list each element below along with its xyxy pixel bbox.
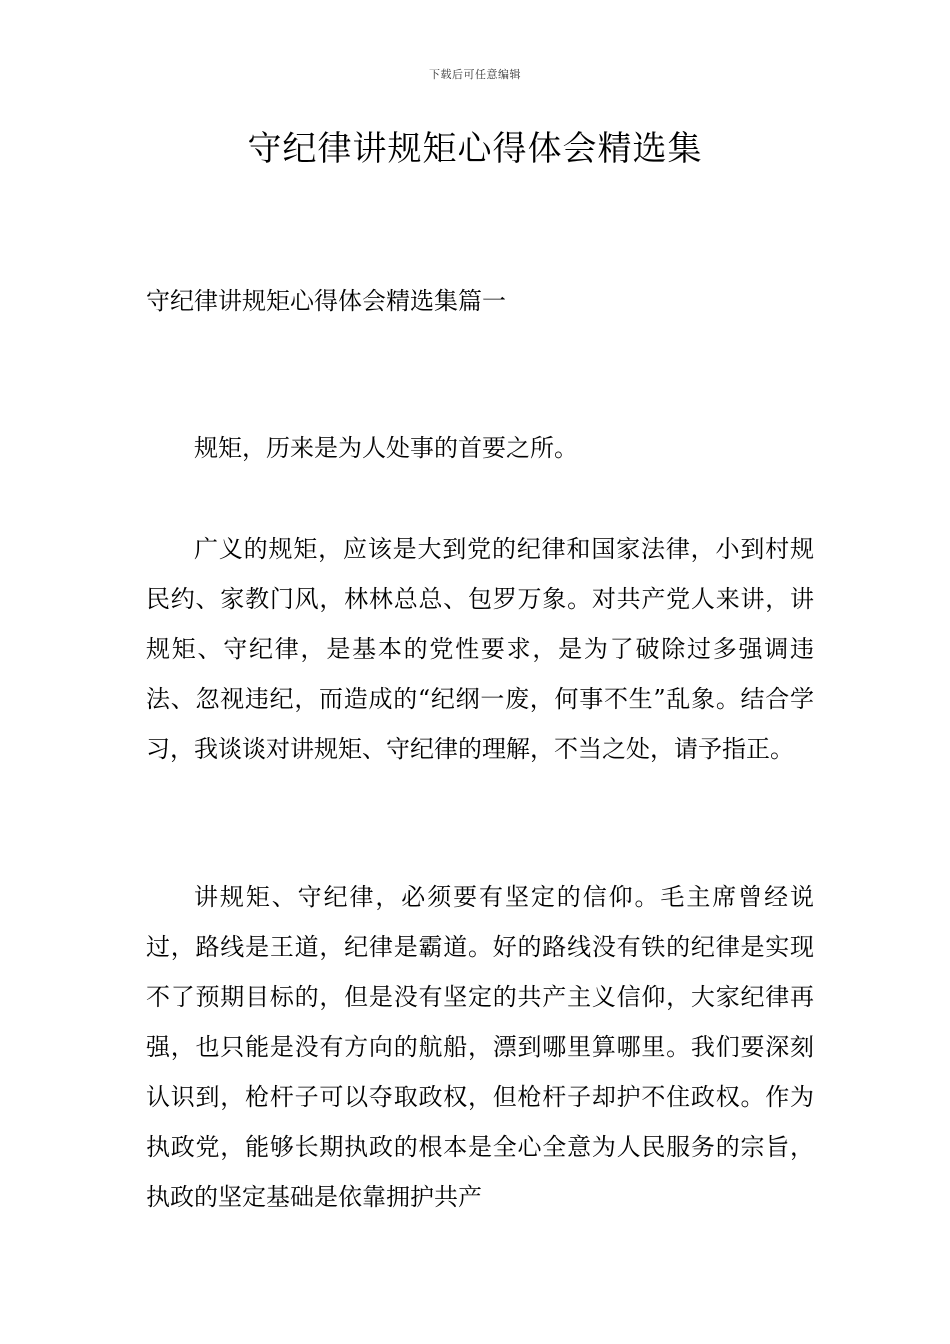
paragraph: 讲规矩、守纪律，必须要有坚定的信仰。毛主席曾经说过，路线是王道，纪律是霸道。好的路线没有铁的纪律是实现不了预期目标的，但是没有坚定的共产主义信仰，大家纪律再强，也只能是没有方向的航船，漂到哪里算哪里。我们要深刻认识到，枪杆子可以夺取政权，但枪杆子却护不住政权。作为执政党，能够长期执政的根本是全心全意为人民服务的宗旨，执政的坚定基础是依靠拥护共产 bbox=[146, 883, 814, 1211]
paragraph: 广义的规矩，应该是大到党的纪律和国家法律，小到村规民约、家教门风，林林总总、包罗万象。对共产党人来讲，讲规矩、守纪律，是基本的党性要求，是为了破除过多强调违法、忽视违纪，而造成的“纪纲一废，何事不生”乱象。结合学习，我谈谈对讲规矩、守纪律的理解，不当之处，请予指正。 bbox=[146, 535, 814, 763]
paragraph: 规矩，历来是为人处事的首要之所。 bbox=[194, 434, 578, 462]
section-heading: 守纪律讲规矩心得体会精选集篇一 bbox=[146, 287, 506, 315]
header-note: 下载后可任意编辑 bbox=[429, 68, 521, 81]
document-title: 守纪律讲规矩心得体会精选集 bbox=[247, 129, 703, 169]
